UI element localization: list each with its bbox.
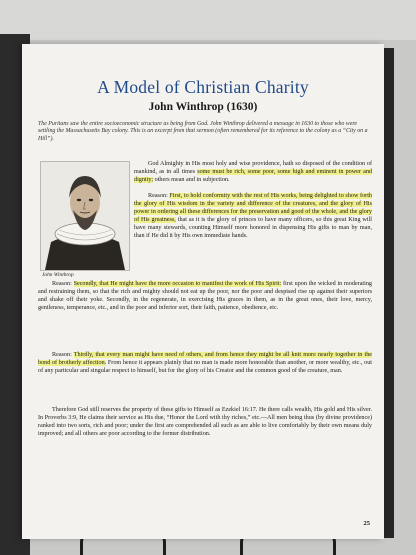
page-number: 25 (363, 520, 370, 527)
p4-text: From hence it appears plainly that no man is made more honorable than another, or more wealthy, etc., out of any particular and singular respect to himself, but for the glory of his Creator and the common good of the creature, man. (38, 360, 372, 375)
p4-highlight: Thirdly, that every man might have need of others, and from hence they might be all knit more nearly together in the bond of brotherly affection. (38, 352, 372, 367)
paragraph-3 (38, 280, 372, 312)
p3-label: Reason: (52, 281, 74, 287)
p1-highlight: some must be rich, some poor, some high and eminent in power and dignity; (134, 169, 372, 184)
portrait-caption: John Winthrop (42, 272, 74, 278)
page-title: A Model of Christian Charity (97, 77, 309, 97)
paragraph-2 (134, 192, 372, 240)
paragraph-4 (38, 351, 372, 375)
portrait-image (40, 161, 130, 271)
book-page (22, 44, 384, 539)
p3-highlight: Secondly, that He might have the more occasion to manifest the work of His Spirit: (73, 281, 282, 287)
p1-text: God Almighty in His most holy and wise providence, hath so disposed of the condition of mankind, as in all times (134, 161, 372, 176)
page-subtitle: John Winthrop (1630) (148, 101, 258, 113)
paragraph-1 (134, 160, 372, 184)
background-wall (0, 0, 416, 40)
paragraph-5: Therefore God still reserves the property of these gifts to Himself as Ezekiel 16:17. He there calls wealth, His gold and His silver. In Proverbs 3:9, He claims their service as His due, “Honor the Lord with thy riches,” etc.—All men being thus (by divine providence) ranked into two sorts, rich and poor; under the first are comprehended all such as are able to live comfortably by their own means duly improved; and all others are poor according to the former distribution. (38, 407, 372, 438)
p2-label: Reason: (148, 193, 170, 199)
p3-text: first upon the wicked in moderating and restraining them, so that the rich and mighty should not eat up the poor, nor the poor and despised rise up against their superiors and shake off their yoke. Secondly, in the regenerate, in exercising His graces in them, as in the great ones, their love, mercy, gentleness, temperance, etc., and in the poor and inferior sort, their faith, patience, obedience, etc. (38, 281, 372, 312)
portrait-illustration (41, 162, 129, 270)
p4-label: Reason: (52, 352, 74, 358)
p2-highlight: First, to hold conformity with the rest of His works, being delighted to show forth the glory of His wisdom in the variety and difference of the creatures, and the glory of His power in ordering all these differences for the preservation and good of the whole, and the glory of His greatness, (134, 193, 372, 224)
intro-text: The Puritans saw the entire socioeconomic structure as being from God. John Winthrop delivered a message in 1630 to those who were settling the Massachusetts Bay colony. This is an excerpt from that sermon (often remembered for its reference to the colony as a “City on a Hill”). (38, 121, 368, 142)
p2-text: that as it is the glory of princes to have many officers, so this great King will have many stewards, counting Himself more honored in dispensing His gifts to man by man, than if He did it by His own immediate hands. (134, 217, 372, 240)
p1-text-end: others mean and in subjection. (153, 177, 230, 184)
